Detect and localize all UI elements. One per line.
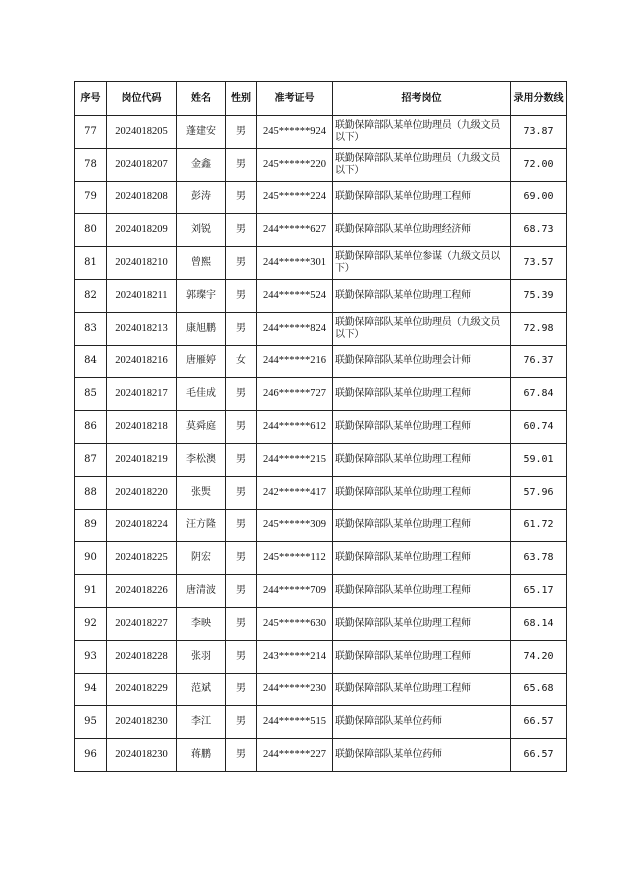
cell-no: 87	[75, 443, 107, 476]
cell-name: 刘锐	[177, 214, 226, 247]
table-row	[75, 476, 567, 509]
cell-exam-id: 245******309	[257, 509, 333, 542]
cell-exam-id: 244******216	[257, 345, 333, 378]
cell-name: 汪方隆	[177, 509, 226, 542]
cell-gender: 男	[226, 509, 257, 542]
cell-no: 78	[75, 148, 107, 181]
cell-position: 联勤保障部队某单位助理员（九级文员以下）	[333, 312, 511, 345]
table-row	[75, 411, 567, 444]
results-table	[74, 81, 567, 772]
cell-name: 彭涛	[177, 181, 226, 214]
cell-score: 72.98	[511, 312, 567, 345]
table-row	[75, 247, 567, 280]
cell-no: 94	[75, 673, 107, 706]
table-body	[75, 116, 567, 772]
cell-code: 2024018207	[107, 148, 177, 181]
cell-position: 联勤保障部队某单位参谋（九级文员以下）	[333, 247, 511, 280]
cell-exam-id: 244******215	[257, 443, 333, 476]
cell-name: 李松澳	[177, 443, 226, 476]
cell-gender: 男	[226, 411, 257, 444]
cell-position: 联勤保障部队某单位助理工程师	[333, 279, 511, 312]
cell-name: 唐清波	[177, 575, 226, 608]
cell-gender: 男	[226, 640, 257, 673]
cell-score: 63.78	[511, 542, 567, 575]
cell-exam-id: 242******417	[257, 476, 333, 509]
col-header-exam-id: 准考证号	[257, 82, 333, 116]
table-row	[75, 542, 567, 575]
cell-code: 2024018209	[107, 214, 177, 247]
cell-gender: 男	[226, 673, 257, 706]
cell-code: 2024018217	[107, 378, 177, 411]
cell-name: 毛佳成	[177, 378, 226, 411]
cell-name: 曾熙	[177, 247, 226, 280]
cell-score: 68.14	[511, 607, 567, 640]
cell-code: 2024018220	[107, 476, 177, 509]
cell-name: 唐雁婷	[177, 345, 226, 378]
table-row	[75, 443, 567, 476]
cell-position: 联勤保障部队某单位助理工程师	[333, 640, 511, 673]
cell-name: 范斌	[177, 673, 226, 706]
cell-exam-id: 244******515	[257, 706, 333, 739]
cell-gender: 男	[226, 312, 257, 345]
cell-exam-id: 244******230	[257, 673, 333, 706]
cell-code: 2024018216	[107, 345, 177, 378]
cell-position: 联勤保障部队某单位助理工程师	[333, 575, 511, 608]
cell-code: 2024018230	[107, 739, 177, 772]
cell-no: 83	[75, 312, 107, 345]
cell-code: 2024018208	[107, 181, 177, 214]
cell-position: 联勤保障部队某单位助理工程师	[333, 411, 511, 444]
cell-gender: 男	[226, 476, 257, 509]
table-row	[75, 345, 567, 378]
cell-exam-id: 245******924	[257, 116, 333, 149]
cell-gender: 男	[226, 443, 257, 476]
cell-no: 88	[75, 476, 107, 509]
cell-name: 阴宏	[177, 542, 226, 575]
cell-position: 联勤保障部队某单位药师	[333, 706, 511, 739]
table-row	[75, 181, 567, 214]
cell-name: 李江	[177, 706, 226, 739]
cell-code: 2024018205	[107, 116, 177, 149]
cell-position: 联勤保障部队某单位助理工程师	[333, 476, 511, 509]
cell-code: 2024018224	[107, 509, 177, 542]
cell-gender: 男	[226, 247, 257, 280]
cell-code: 2024018226	[107, 575, 177, 608]
cell-score: 67.84	[511, 378, 567, 411]
cell-score: 61.72	[511, 509, 567, 542]
cell-gender: 男	[226, 279, 257, 312]
cell-gender: 男	[226, 116, 257, 149]
cell-exam-id: 245******630	[257, 607, 333, 640]
cell-gender: 男	[226, 378, 257, 411]
table-row	[75, 279, 567, 312]
cell-position: 联勤保障部队某单位助理工程师	[333, 542, 511, 575]
cell-exam-id: 244******301	[257, 247, 333, 280]
cell-exam-id: 244******824	[257, 312, 333, 345]
cell-code: 2024018211	[107, 279, 177, 312]
cell-name: 张煚	[177, 476, 226, 509]
cell-score: 73.87	[511, 116, 567, 149]
cell-exam-id: 245******224	[257, 181, 333, 214]
cell-score: 65.17	[511, 575, 567, 608]
cell-code: 2024018218	[107, 411, 177, 444]
table-header-row	[75, 82, 567, 116]
cell-position: 联勤保障部队某单位助理工程师	[333, 181, 511, 214]
cell-no: 86	[75, 411, 107, 444]
cell-position: 联勤保障部队某单位助理工程师	[333, 443, 511, 476]
cell-no: 77	[75, 116, 107, 149]
cell-name: 康旭鹏	[177, 312, 226, 345]
cell-exam-id: 244******709	[257, 575, 333, 608]
table-row	[75, 575, 567, 608]
cell-no: 79	[75, 181, 107, 214]
table-row	[75, 706, 567, 739]
cell-position: 联勤保障部队某单位助理员（九级文员以下）	[333, 148, 511, 181]
cell-gender: 男	[226, 739, 257, 772]
col-header-gender: 性别	[226, 82, 257, 116]
cell-no: 81	[75, 247, 107, 280]
table-row	[75, 509, 567, 542]
cell-gender: 男	[226, 542, 257, 575]
cell-position: 联勤保障部队某单位助理工程师	[333, 607, 511, 640]
cell-score: 59.01	[511, 443, 567, 476]
table-row	[75, 673, 567, 706]
cell-score: 66.57	[511, 706, 567, 739]
cell-no: 80	[75, 214, 107, 247]
cell-exam-id: 246******727	[257, 378, 333, 411]
cell-exam-id: 244******627	[257, 214, 333, 247]
cell-no: 91	[75, 575, 107, 608]
cell-exam-id: 244******524	[257, 279, 333, 312]
cell-score: 74.20	[511, 640, 567, 673]
cell-gender: 男	[226, 706, 257, 739]
cell-code: 2024018213	[107, 312, 177, 345]
col-header-position: 招考岗位	[333, 82, 511, 116]
cell-score: 68.73	[511, 214, 567, 247]
cell-no: 93	[75, 640, 107, 673]
cell-gender: 男	[226, 181, 257, 214]
cell-gender: 男	[226, 607, 257, 640]
cell-exam-id: 243******214	[257, 640, 333, 673]
cell-name: 蒋鹏	[177, 739, 226, 772]
cell-no: 92	[75, 607, 107, 640]
col-header-name: 姓名	[177, 82, 226, 116]
cell-position: 联勤保障部队某单位助理经济师	[333, 214, 511, 247]
table-row	[75, 739, 567, 772]
cell-score: 66.57	[511, 739, 567, 772]
table-row	[75, 214, 567, 247]
cell-position: 联勤保障部队某单位助理工程师	[333, 509, 511, 542]
cell-score: 76.37	[511, 345, 567, 378]
cell-name: 蓬建安	[177, 116, 226, 149]
cell-score: 75.39	[511, 279, 567, 312]
cell-code: 2024018225	[107, 542, 177, 575]
cell-code: 2024018229	[107, 673, 177, 706]
cell-position: 联勤保障部队某单位助理工程师	[333, 378, 511, 411]
cell-exam-id: 245******112	[257, 542, 333, 575]
col-header-no: 序号	[75, 82, 107, 116]
table-row	[75, 116, 567, 149]
cell-exam-id: 245******220	[257, 148, 333, 181]
cell-no: 90	[75, 542, 107, 575]
cell-score: 60.74	[511, 411, 567, 444]
cell-score: 73.57	[511, 247, 567, 280]
cell-position: 联勤保障部队某单位助理会计师	[333, 345, 511, 378]
cell-code: 2024018230	[107, 706, 177, 739]
cell-no: 82	[75, 279, 107, 312]
cell-score: 69.00	[511, 181, 567, 214]
cell-code: 2024018219	[107, 443, 177, 476]
cell-no: 89	[75, 509, 107, 542]
cell-no: 84	[75, 345, 107, 378]
cell-no: 96	[75, 739, 107, 772]
cell-code: 2024018227	[107, 607, 177, 640]
cell-name: 张羽	[177, 640, 226, 673]
cell-name: 郭璨宇	[177, 279, 226, 312]
cell-position: 联勤保障部队某单位药师	[333, 739, 511, 772]
cell-exam-id: 244******227	[257, 739, 333, 772]
col-header-code: 岗位代码	[107, 82, 177, 116]
table-row	[75, 607, 567, 640]
table-row	[75, 148, 567, 181]
cell-score: 57.96	[511, 476, 567, 509]
table-row	[75, 378, 567, 411]
cell-gender: 男	[226, 214, 257, 247]
cell-name: 金鑫	[177, 148, 226, 181]
cell-no: 95	[75, 706, 107, 739]
cell-exam-id: 244******612	[257, 411, 333, 444]
cell-no: 85	[75, 378, 107, 411]
cell-name: 李映	[177, 607, 226, 640]
cell-position: 联勤保障部队某单位助理工程师	[333, 673, 511, 706]
cell-gender: 女	[226, 345, 257, 378]
cell-gender: 男	[226, 148, 257, 181]
col-header-score: 录用分数线	[511, 82, 567, 116]
cell-code: 2024018228	[107, 640, 177, 673]
cell-position: 联勤保障部队某单位助理员（九级文员以下）	[333, 116, 511, 149]
cell-code: 2024018210	[107, 247, 177, 280]
table-row	[75, 640, 567, 673]
cell-score: 72.00	[511, 148, 567, 181]
cell-score: 65.68	[511, 673, 567, 706]
cell-gender: 男	[226, 575, 257, 608]
cell-name: 莫舜庭	[177, 411, 226, 444]
table-row	[75, 312, 567, 345]
